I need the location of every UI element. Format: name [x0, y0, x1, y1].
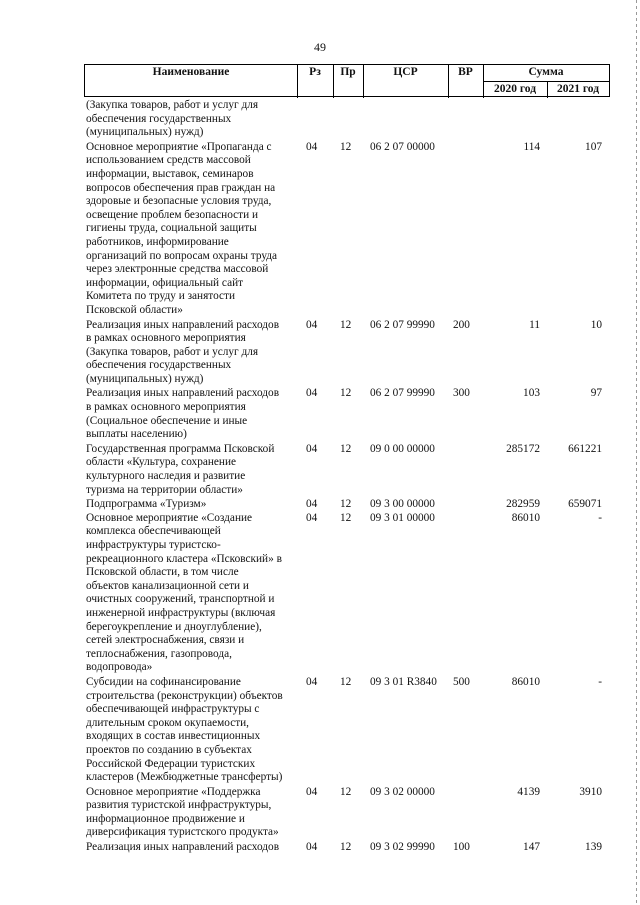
row-pr: 12 — [340, 442, 352, 455]
row-sum-2021: 3910 — [579, 785, 602, 798]
row-pr: 12 — [340, 140, 352, 153]
row-pr: 12 — [340, 387, 352, 400]
header-rz: Рз — [309, 66, 321, 78]
row-name: Основное мероприятие «Создание комплекса обеспечивающей инфраструктуры туристско- рекреационного кластера «Псковский» в Псковской области, в том числе объектов канализационной сети и очистных сооружений, транспортной и инженерной инфраструктуры (включая берегоукрепление и дноуглубление), сетей электроснабжения, связи и теплоснабжения, газопровода, водопровода» — [86, 511, 282, 674]
row-vr: 100 — [453, 841, 470, 854]
row-rz: 04 — [306, 442, 318, 455]
row-sum-2020: 11 — [529, 318, 540, 331]
header-name: Наименование — [152, 66, 230, 78]
row-rz: 04 — [306, 387, 318, 400]
row-name: Субсидии на софинансирование строительства (реконструкции) объектов обеспечивающей инфраструктуры с длительным сроком окупаемости, входящих в состав инвестиционных проектов по созданию в субъектах Российской Федерации туристских кластеров (Межбюджетные трансферты) — [86, 675, 283, 784]
header-pr: Пр — [340, 66, 356, 78]
row-csr: 09 3 00 00000 — [370, 498, 435, 511]
row-csr: 06 2 07 00000 — [370, 140, 435, 153]
row-name: Реализация иных направлений расходов — [86, 841, 280, 854]
row-name: Реализация иных направлений расходов в рамках основного мероприятия (Закупка товаров, работ и услуг для обеспечения государственных (муниципальных) нужд) — [86, 318, 280, 385]
row-csr: 06 2 07 99990 — [370, 387, 435, 400]
table-row — [84, 498, 610, 512]
table-row — [84, 676, 610, 785]
row-csr: 06 2 07 99990 — [370, 318, 435, 331]
row-sum-2021: - — [598, 511, 602, 524]
table-row — [84, 319, 610, 387]
row-rz: 04 — [306, 785, 318, 798]
row-sum-2020: 285172 — [506, 442, 540, 455]
page-number: 49 — [314, 40, 326, 54]
header-2021: 2021 год — [556, 83, 600, 95]
row-sum-2021: - — [598, 675, 602, 688]
row-sum-2020: 114 — [523, 140, 540, 153]
table-row — [84, 841, 610, 855]
row-vr: 300 — [453, 387, 470, 400]
row-sum-2020: 86010 — [511, 675, 540, 688]
row-pr: 12 — [340, 318, 352, 331]
row-sum-2021: 661221 — [568, 442, 602, 455]
row-rz: 04 — [306, 511, 318, 524]
table-row — [84, 786, 610, 840]
row-pr: 12 — [340, 841, 352, 854]
row-rz: 04 — [306, 675, 318, 688]
header-sum: Сумма — [528, 66, 564, 78]
header-csr: ЦСР — [393, 66, 418, 78]
row-rz: 04 — [306, 140, 318, 153]
row-name: Реализация иных направлений расходов в рамках основного мероприятия (Социальное обеспечение и иные выплаты населению) — [86, 387, 280, 441]
table-row — [84, 443, 610, 497]
row-sum-2020: 147 — [523, 841, 540, 854]
row-sum-2021: 10 — [590, 318, 602, 331]
row-sum-2021: 139 — [585, 841, 602, 854]
table-header — [84, 64, 610, 97]
row-name: (Закупка товаров, работ и услуг для обеспечения государственных (муниципальных) нужд) — [86, 99, 259, 139]
row-sum-2020: 4139 — [517, 785, 540, 798]
row-name: Основное мероприятие «Поддержка развития туристской инфраструктуры, информационное продвижение и диверсификация туристского продукта» — [86, 785, 279, 839]
row-rz: 04 — [306, 841, 318, 854]
row-name: Подпрограмма «Туризм» — [86, 498, 207, 511]
header-2020: 2020 год — [493, 83, 537, 95]
row-pr: 12 — [340, 675, 352, 688]
row-sum-2020: 103 — [523, 387, 540, 400]
table-row — [84, 99, 610, 140]
row-csr: 09 3 02 00000 — [370, 785, 435, 798]
row-csr: 09 3 02 99990 — [370, 841, 435, 854]
header-divider — [483, 81, 610, 82]
row-csr: 09 3 01 R3840 — [370, 675, 437, 688]
row-name: Государственная программа Псковской области «Культура, сохранение культурного наследия и развитие туризма на территории области» — [86, 442, 275, 496]
table-row — [84, 141, 610, 318]
row-sum-2020: 86010 — [511, 511, 540, 524]
row-vr: 500 — [453, 675, 470, 688]
row-sum-2020: 282959 — [506, 498, 540, 511]
header-vr: ВР — [458, 66, 473, 78]
row-pr: 12 — [340, 511, 352, 524]
row-rz: 04 — [306, 498, 318, 511]
row-csr: 09 3 01 00000 — [370, 511, 435, 524]
row-pr: 12 — [340, 498, 352, 511]
page-edge — [636, 0, 637, 905]
table-row — [84, 387, 610, 441]
budget-table — [84, 64, 610, 855]
row-sum-2021: 107 — [585, 140, 602, 153]
row-sum-2021: 97 — [590, 387, 602, 400]
row-csr: 09 0 00 00000 — [370, 442, 435, 455]
row-vr: 200 — [453, 318, 470, 331]
row-name: Основное мероприятие «Пропаганда с использованием средств массовой информации, выставок, семинаров вопросов обеспечения прав граждан на здоровые и безопасные условия труда, освещение проблем безопасности и гигиены труда, социальной защиты работников, информирование организаций по вопросам охраны труда через электронные средства массовой информации, официальный сайт Комитета по труду и занятости Псковской области» — [86, 140, 278, 316]
row-rz: 04 — [306, 318, 318, 331]
table-row — [84, 512, 610, 675]
row-sum-2021: 659071 — [568, 498, 602, 511]
row-pr: 12 — [340, 785, 352, 798]
